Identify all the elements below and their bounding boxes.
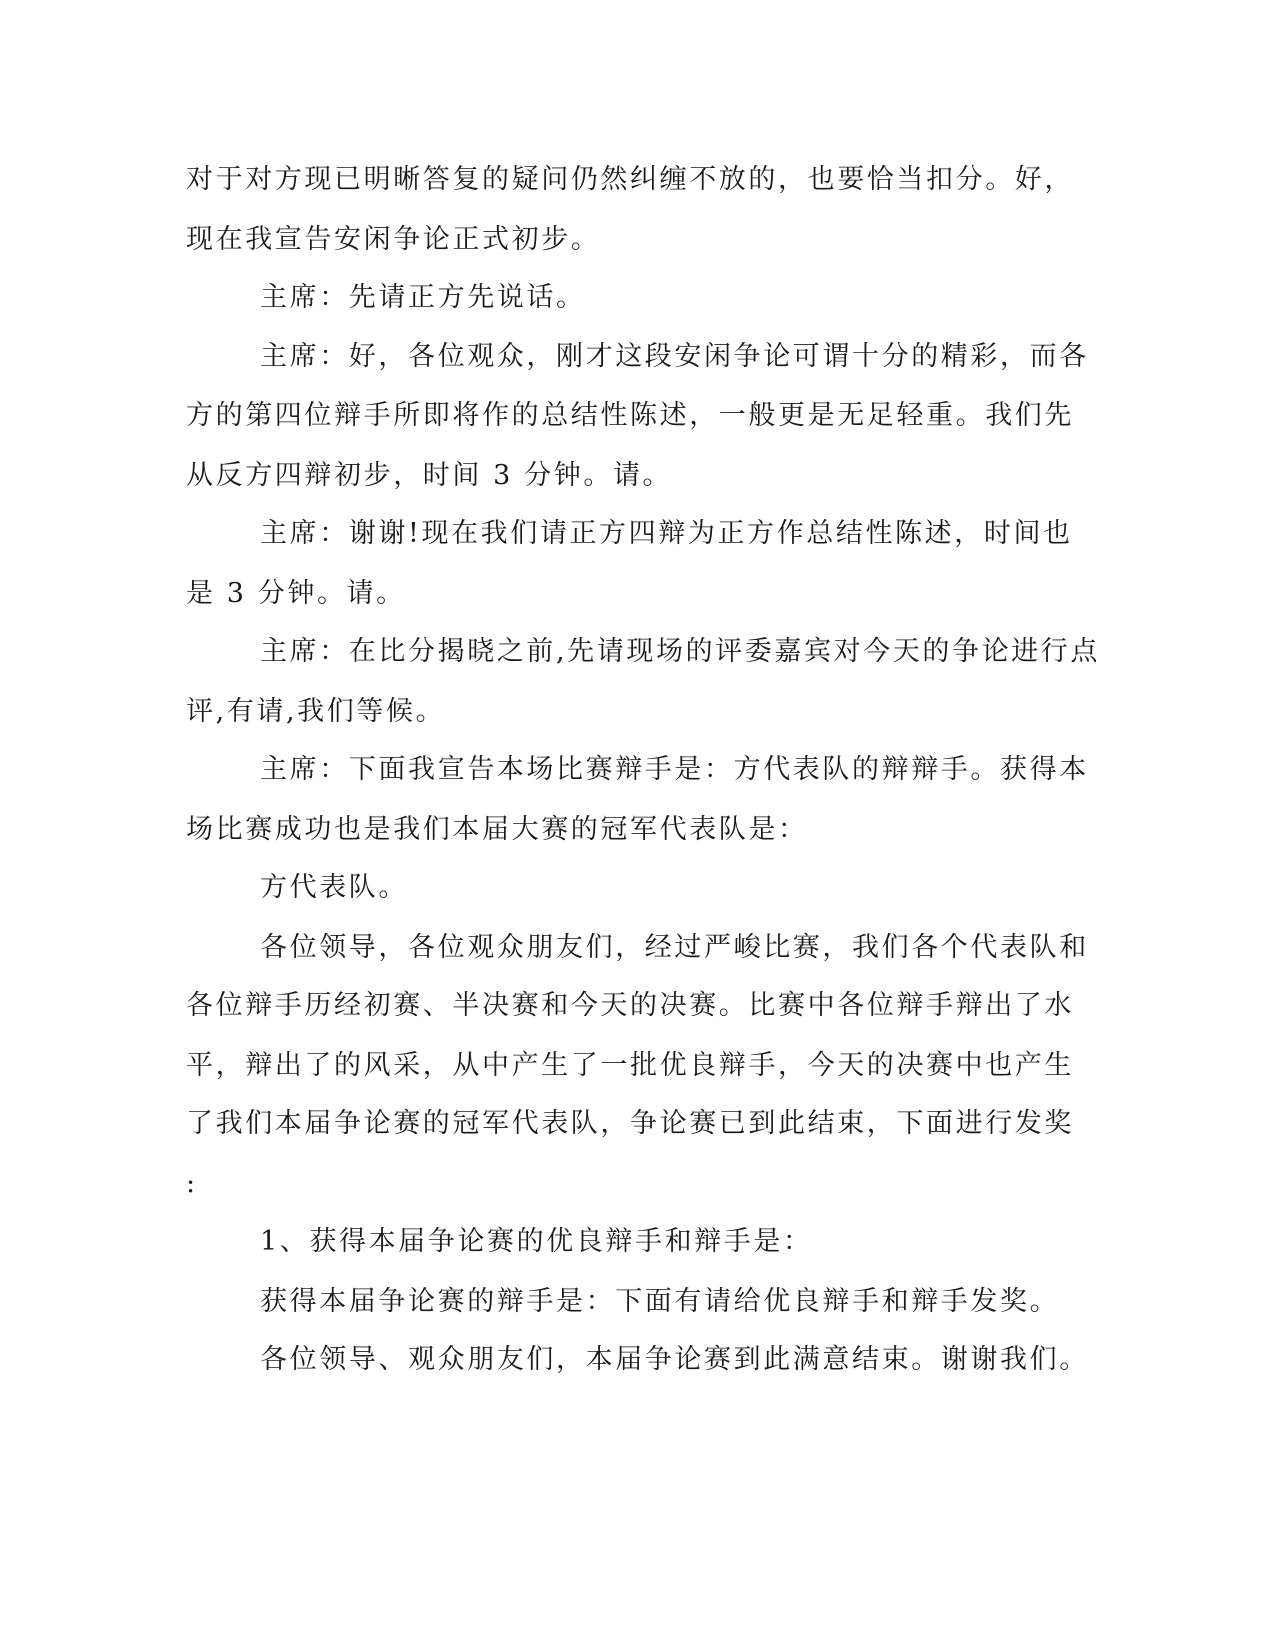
text-line-10: 评,有请,我们等候。	[186, 696, 446, 727]
text-line-14: 各位领导，各位观众朋友们，经过严峻比赛，我们各个代表队和	[260, 932, 1089, 963]
text-line-9: 主席：在比分揭晓之前,先请现场的评委嘉宾对今天的争论进行点	[260, 636, 1100, 667]
text-line-2: 现在我宣告安闲争论正式初步。	[186, 224, 601, 255]
text-line-3: 主席：先请正方先说话。	[260, 282, 586, 313]
text-line-12: 场比赛成功也是我们本届大赛的冠军代表队是：	[186, 814, 808, 845]
text-line-5: 方的第四位辩手所即将作的总结性陈述，一般更是无足轻重。我们先	[186, 400, 1074, 431]
text-line-11: 主席：下面我宣告本场比赛辩手是：方代表队的辩辩手。获得本	[260, 754, 1089, 785]
text-line-4: 主席：好，各位观众，刚才这段安闲争论可谓十分的精彩，而各	[260, 341, 1089, 372]
text-line-15: 各位辩手历经初赛、半决赛和今天的决赛。比赛中各位辩手辩出了水	[186, 990, 1074, 1021]
text-line-18: :	[186, 1168, 198, 1199]
text-line-21: 各位领导、观众朋友们，本届争论赛到此满意结束。谢谢我们。	[260, 1344, 1089, 1375]
text-line-17: 了我们本届争论赛的冠军代表队，争论赛已到此结束，下面进行发奖	[186, 1108, 1074, 1139]
text-line-1: 对于对方现已明晰答复的疑问仍然纠缠不放的，也要恰当扣分。好，	[186, 164, 1074, 195]
text-line-8: 是 3 分钟。请。	[186, 578, 406, 609]
text-line-13: 方代表队。	[260, 872, 408, 903]
text-line-20: 获得本届争论赛的辩手是：下面有请给优良辩手和辩手发奖。	[260, 1286, 1060, 1317]
text-line-6: 从反方四辩初步，时间 3 分钟。请。	[186, 460, 673, 491]
text-line-7: 主席：谢谢!现在我们请正方四辩为正方作总结性陈述，时间也	[260, 518, 1073, 549]
text-line-16: 平，辩出了的风采，从中产生了一批优良辩手，今天的决赛中也产生	[186, 1050, 1074, 1081]
text-line-19: 1、获得本届争论赛的优良辩手和辩手是：	[260, 1226, 813, 1257]
